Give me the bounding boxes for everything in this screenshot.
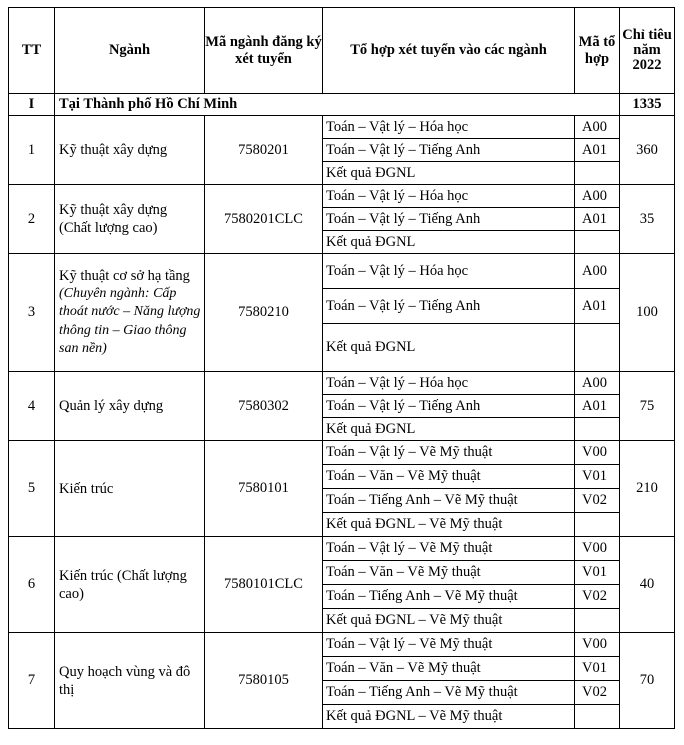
program-name-cell <box>55 185 205 254</box>
program-code: 7580101 <box>205 441 323 537</box>
table-row <box>9 185 675 208</box>
program-name-cell <box>55 372 205 441</box>
table-row <box>9 116 675 139</box>
combo-text: Kết quả ĐGNL <box>323 231 575 254</box>
header-chi-tieu: Chỉ tiêu năm 2022 <box>620 8 675 94</box>
combo-text: Toán – Vật lý – Tiếng Anh <box>323 139 575 162</box>
combo-code <box>575 231 620 254</box>
combo-code: V00 <box>575 633 620 657</box>
combo-code: V02 <box>575 489 620 513</box>
combo-text: Toán – Vật lý – Vẽ Mỹ thuật <box>323 633 575 657</box>
program-quota: 35 <box>620 185 675 254</box>
admissions-table <box>8 7 675 729</box>
program-name: Kỹ thuật xây dựng <box>59 142 168 158</box>
combo-code: A01 <box>575 139 620 162</box>
table-row <box>9 372 675 395</box>
section-title: Tại Thành phố Hồ Chí Minh <box>55 94 620 116</box>
section-id: I <box>9 94 55 116</box>
combo-code: V01 <box>575 561 620 585</box>
row-tt: 1 <box>9 116 55 185</box>
combo-code: A00 <box>575 116 620 139</box>
combo-text: Kết quả ĐGNL – Vẽ Mỹ thuật <box>323 609 575 633</box>
program-name-cell <box>55 254 205 372</box>
row-tt: 2 <box>9 185 55 254</box>
program-quota: 360 <box>620 116 675 185</box>
combo-code: V01 <box>575 465 620 489</box>
table-row <box>9 633 675 657</box>
combo-text: Toán – Vật lý – Vẽ Mỹ thuật <box>323 537 575 561</box>
program-name: Kiến trúc <box>59 480 114 497</box>
combo-text: Toán – Tiếng Anh – Vẽ Mỹ thuật <box>323 489 575 513</box>
header-row <box>9 8 675 94</box>
program-code: 7580101CLC <box>205 537 323 633</box>
program-name-cell <box>55 441 205 537</box>
combo-code: V01 <box>575 657 620 681</box>
program-quota: 40 <box>620 537 675 633</box>
program-name-cell <box>55 537 205 633</box>
combo-text: Toán – Vật lý – Hóa học <box>323 185 575 208</box>
combo-code <box>575 513 620 537</box>
program-code: 7580201 <box>205 116 323 185</box>
program-name: Quy hoạch vùng và đô thị <box>59 663 191 698</box>
program-note: (Chuyên ngành: Cấp thoát nước – Năng lượng thông tin – Giao thông san nền) <box>59 285 201 356</box>
program-name: Kỹ thuật xây dựng (Chất lượng cao) <box>59 202 168 236</box>
combo-text: Toán – Tiếng Anh – Vẽ Mỹ thuật <box>323 585 575 609</box>
combo-text: Kết quả ĐGNL <box>323 324 575 372</box>
combo-code: A01 <box>575 289 620 324</box>
program-code: 7580210 <box>205 254 323 372</box>
combo-text: Kết quả ĐGNL – Vẽ Mỹ thuật <box>323 513 575 537</box>
combo-text: Toán – Vật lý – Hóa học <box>323 372 575 395</box>
program-name-cell <box>55 633 205 729</box>
combo-text: Toán – Tiếng Anh – Vẽ Mỹ thuật <box>323 681 575 705</box>
header-ma-to-hop: Mã tổ hợp <box>575 8 620 94</box>
header-tt: TT <box>9 8 55 94</box>
header-nganh: Ngành <box>55 8 205 94</box>
combo-text: Toán – Văn – Vẽ Mỹ thuật <box>323 657 575 681</box>
combo-code: V00 <box>575 537 620 561</box>
program-code: 7580105 <box>205 633 323 729</box>
header-ma-nganh: Mã ngành đăng ký xét tuyển <box>205 8 323 94</box>
program-quota: 70 <box>620 633 675 729</box>
combo-code: A01 <box>575 208 620 231</box>
combo-text: Kết quả ĐGNL <box>323 162 575 185</box>
program-quota: 75 <box>620 372 675 441</box>
combo-text: Toán – Vật lý – Vẽ Mỹ thuật <box>323 441 575 465</box>
combo-code: A00 <box>575 254 620 289</box>
table-row <box>9 441 675 465</box>
combo-text: Toán – Văn – Vẽ Mỹ thuật <box>323 561 575 585</box>
combo-code <box>575 324 620 372</box>
program-code: 7580201CLC <box>205 185 323 254</box>
combo-code <box>575 609 620 633</box>
combo-text: Toán – Văn – Vẽ Mỹ thuật <box>323 465 575 489</box>
program-name: Kỹ thuật cơ sở hạ tầng <box>59 267 190 284</box>
row-tt: 3 <box>9 254 55 372</box>
combo-text: Toán – Vật lý – Hóa học <box>323 116 575 139</box>
combo-text: Toán – Vật lý – Tiếng Anh <box>323 395 575 418</box>
row-tt: 4 <box>9 372 55 441</box>
combo-text: Kết quả ĐGNL <box>323 418 575 441</box>
combo-code: A00 <box>575 185 620 208</box>
combo-text: Toán – Vật lý – Tiếng Anh <box>323 289 575 324</box>
combo-code <box>575 705 620 729</box>
program-name: Kiến trúc (Chất lượng cao) <box>59 567 187 602</box>
combo-text: Toán – Vật lý – Tiếng Anh <box>323 208 575 231</box>
row-tt: 6 <box>9 537 55 633</box>
table-row <box>9 537 675 561</box>
combo-code: V00 <box>575 441 620 465</box>
table-row <box>9 254 675 289</box>
row-tt: 5 <box>9 441 55 537</box>
combo-code <box>575 418 620 441</box>
program-quota: 100 <box>620 254 675 372</box>
section-row <box>9 94 675 116</box>
program-code: 7580302 <box>205 372 323 441</box>
header-to-hop: Tổ hợp xét tuyển vào các ngành <box>323 8 575 94</box>
row-tt: 7 <box>9 633 55 729</box>
combo-code: A01 <box>575 395 620 418</box>
section-quota: 1335 <box>620 94 675 116</box>
table-body <box>9 94 675 729</box>
combo-code: A00 <box>575 372 620 395</box>
program-quota: 210 <box>620 441 675 537</box>
program-name: Quản lý xây dựng <box>59 398 164 414</box>
combo-code: V02 <box>575 681 620 705</box>
combo-text: Kết quả ĐGNL – Vẽ Mỹ thuật <box>323 705 575 729</box>
combo-text: Toán – Vật lý – Hóa học <box>323 254 575 289</box>
program-name-cell <box>55 116 205 185</box>
combo-code: V02 <box>575 585 620 609</box>
combo-code <box>575 162 620 185</box>
